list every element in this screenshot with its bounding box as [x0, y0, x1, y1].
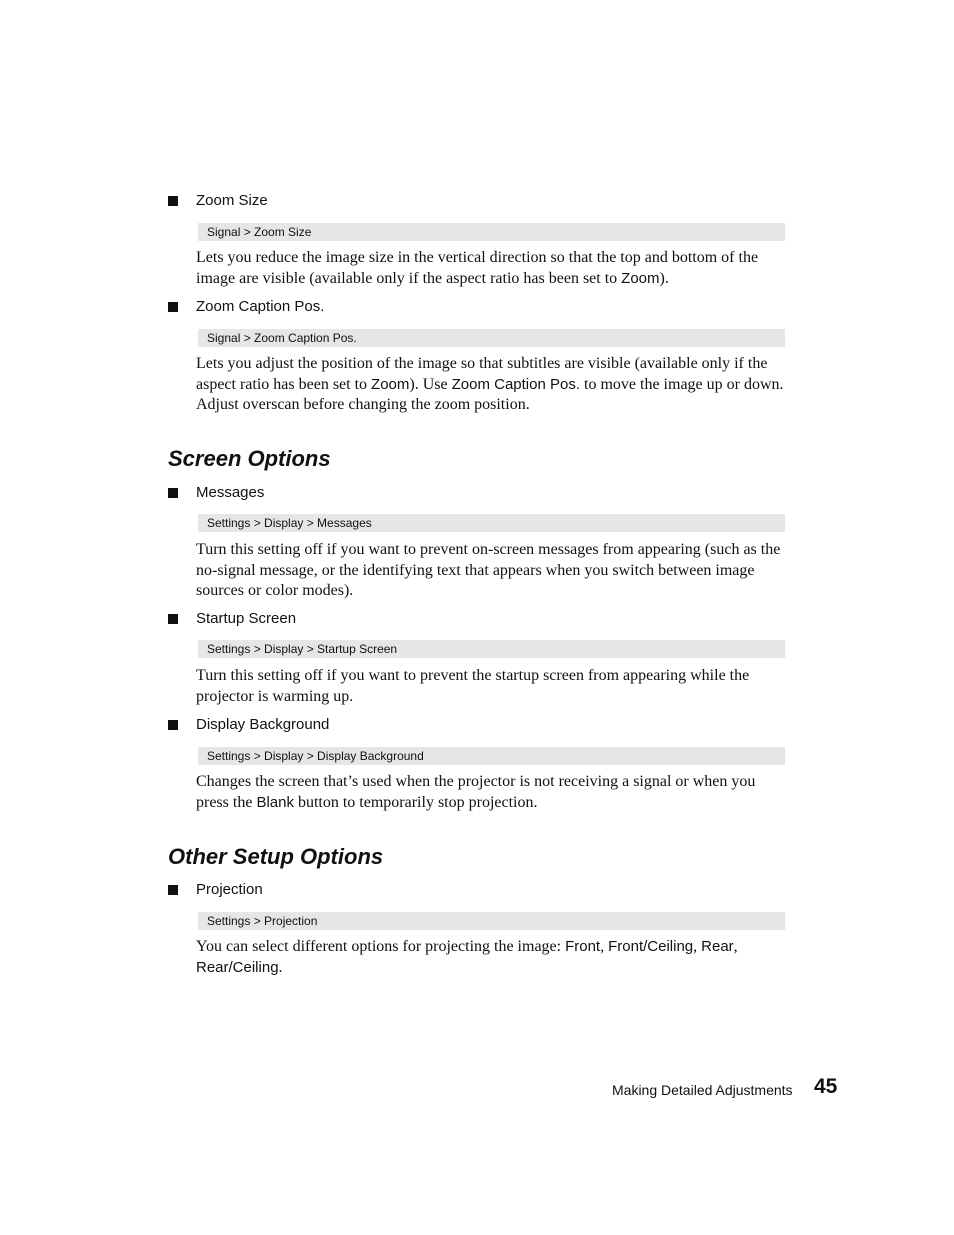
- bullet-square: [168, 196, 178, 206]
- menu-path-display-background: Settings > Display > Display Background: [198, 747, 785, 765]
- heading-other-setup-options: Other Setup Options: [168, 844, 384, 869]
- item-zoom-size: Zoom Size: [196, 192, 268, 209]
- description-zoom-size: Lets you reduce the image size in the vertical direction so that the top and bottom of the image are visible (available only if the aspect ratio has been set to Zoom).: [196, 249, 759, 287]
- description-messages: Turn this setting off if you want to prevent on-screen messages from appearing (such as the no-signal message, or the identifying text that appears when you switch between image sources or color modes).: [196, 541, 781, 599]
- menu-path-zoom-caption-pos: Signal > Zoom Caption Pos.: [198, 329, 785, 347]
- page-number: 45: [814, 1075, 838, 1098]
- item-projection: Projection: [196, 881, 263, 898]
- bullet-square: [168, 302, 178, 312]
- item-display-background: Display Background: [196, 716, 330, 733]
- item-zoom-caption-pos: Zoom Caption Pos.: [196, 298, 325, 315]
- description-zoom-caption-pos: Lets you adjust the position of the image so that subtitles are visible (available only if the aspect ratio has been set to Zoom). Use Zoom Caption Pos. to move the image up or down. Adjust overscan before changing the zoom position.: [196, 355, 784, 413]
- description-startup-screen: Turn this setting off if you want to prevent the startup screen from appearing while the projector is warming up.: [196, 667, 750, 705]
- menu-path-zoom-size: Signal > Zoom Size: [198, 223, 785, 241]
- bullet-square: [168, 614, 178, 624]
- footer-section-title: Making Detailed Adjustments: [612, 1082, 793, 1098]
- heading-screen-options: Screen Options: [168, 446, 331, 471]
- bullet-square: [168, 885, 178, 895]
- bullet-square: [168, 488, 178, 498]
- description-projection: You can select different options for projecting the image: Front, Front/Ceiling, Rear, Rear/Ceiling.: [196, 938, 738, 976]
- menu-path-projection: Settings > Projection: [198, 912, 785, 930]
- item-messages: Messages: [196, 484, 265, 501]
- item-startup-screen: Startup Screen: [196, 610, 297, 627]
- menu-path-messages: Settings > Display > Messages: [198, 514, 785, 532]
- menu-path-startup-screen: Settings > Display > Startup Screen: [198, 640, 785, 658]
- description-display-background: Changes the screen that’s used when the projector is not receiving a signal or when you press the Blank button to temporarily stop projection.: [196, 773, 756, 811]
- bullet-square: [168, 720, 178, 730]
